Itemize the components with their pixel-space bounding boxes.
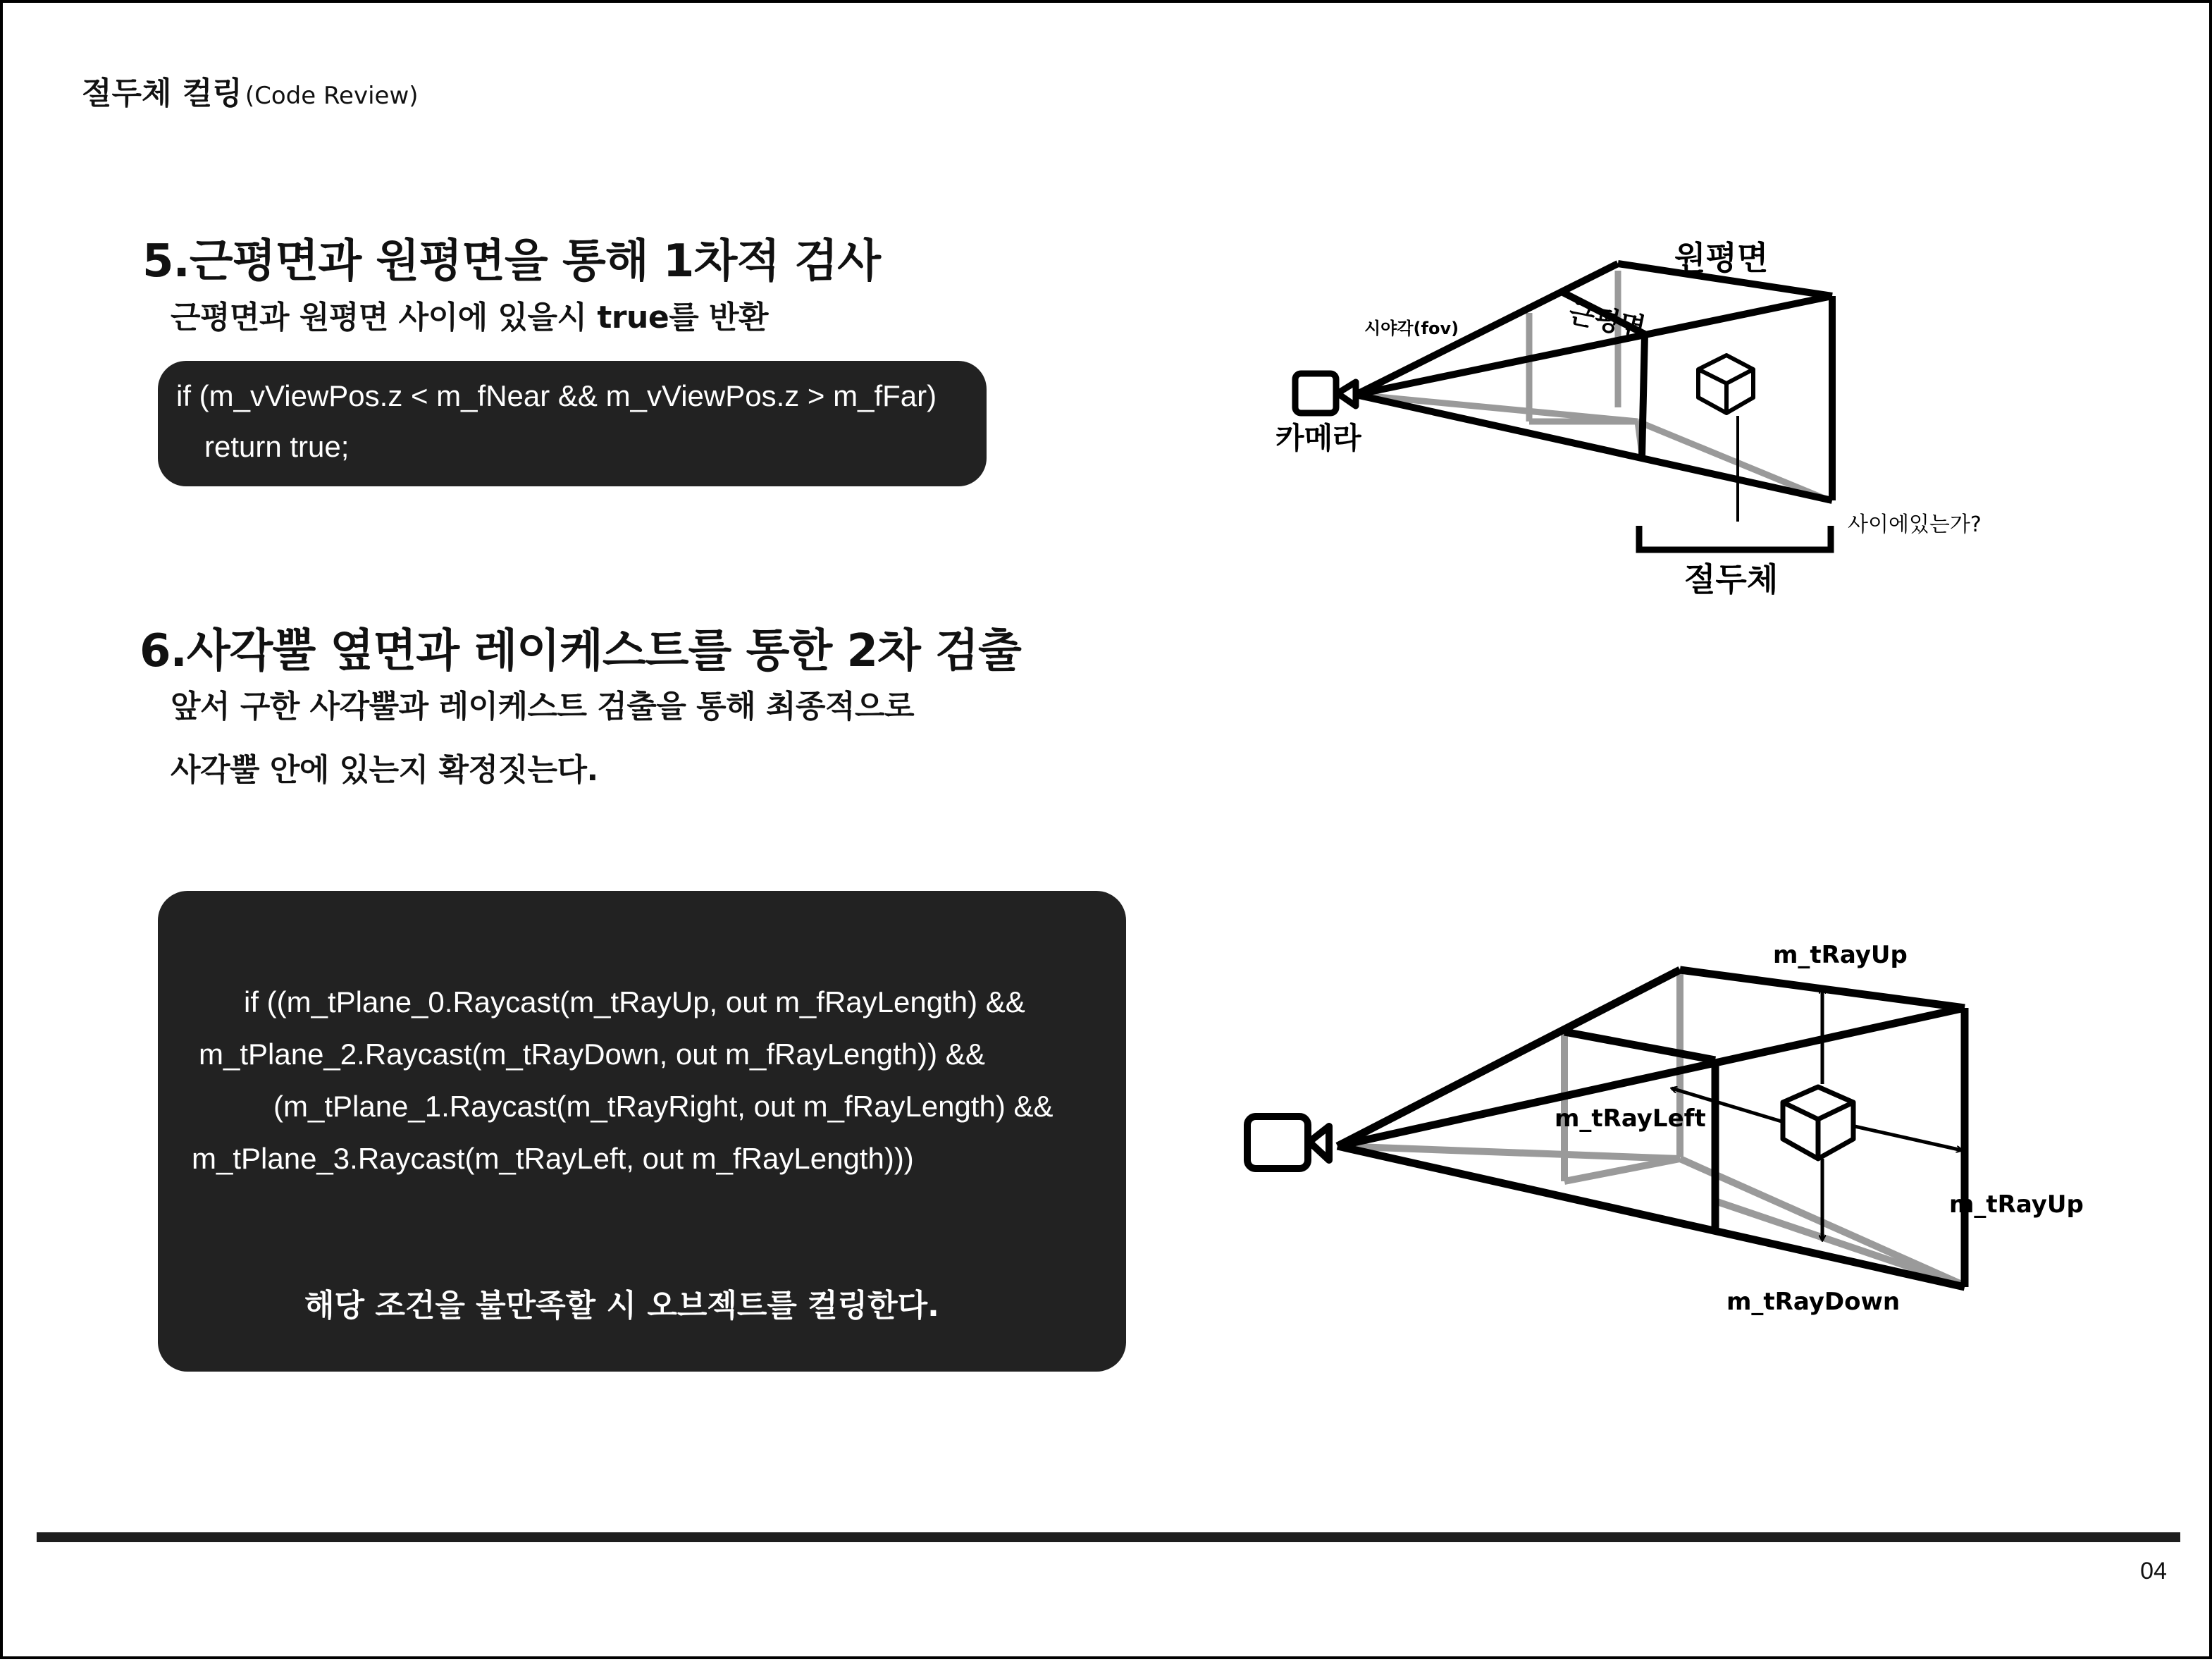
- ray-left-label: m_tRayLeft: [1555, 1104, 1706, 1133]
- frustum-raycast-diagram: [3, 3, 2212, 1662]
- section5-description: 근평면과 원평면 사이에 있을시 true를 반환: [171, 300, 769, 336]
- header-subtitle: (Code Review): [245, 82, 419, 110]
- section6-description-line2: 사각뿔 안에 있는지 확정짓는다.: [171, 752, 598, 788]
- near-plane-label: 근평면: [1566, 297, 1648, 344]
- code-line: if (m_vViewPos.z < m_fNear && m_vViewPos.z > m_fFar): [176, 379, 937, 412]
- ray-up-label: m_tRayUp: [1773, 941, 1908, 969]
- video-camera-icon: [1247, 1116, 1329, 1169]
- section6-description-line1: 앞서 구한 사각뿔과 레이케스트 검출을 통해 최종적으로: [171, 689, 914, 725]
- camera-label: 카메라: [1275, 421, 1361, 455]
- fov-label: 시야각(fov): [1364, 319, 1459, 338]
- code-line: m_tPlane_3.Raycast(m_tRayLeft, out m_fRayLength))): [192, 1142, 914, 1175]
- far-plane-label: 원평면: [1674, 239, 1769, 277]
- code-line: if ((m_tPlane_0.Raycast(m_tRayUp, out m_fRayLength) &&: [244, 985, 1025, 1018]
- frustum-label: 절두체: [1684, 560, 1779, 598]
- question-label: 사이에있는가?: [1848, 512, 1982, 537]
- ray-right-label: m_tRayUp: [1949, 1190, 2084, 1219]
- code-line: m_tPlane_2.Raycast(m_tRayDown, out m_fRayLength)) &&: [199, 1038, 985, 1071]
- page-number: 04: [2140, 1558, 2167, 1584]
- code-line: return true;: [204, 430, 350, 463]
- culling-note: 해당 조건을 불만족할 시 오브젝트를 컬링한다.: [304, 1288, 939, 1324]
- section6-heading: 6.사각뿔 옆면과 레이케스트를 통한 2차 검출: [140, 625, 1021, 677]
- ray-down-label: m_tRayDown: [1726, 1288, 1901, 1316]
- section5-heading: 5.근평면과 원평면을 통해 1차적 검사: [142, 235, 881, 288]
- code-line: (m_tPlane_1.Raycast(m_tRayRight, out m_fRayLength) &&: [273, 1090, 1054, 1123]
- cube-icon: [1783, 1087, 1853, 1159]
- header-title: 절두체 컬링: [82, 75, 242, 111]
- footer-divider: [37, 1532, 2180, 1542]
